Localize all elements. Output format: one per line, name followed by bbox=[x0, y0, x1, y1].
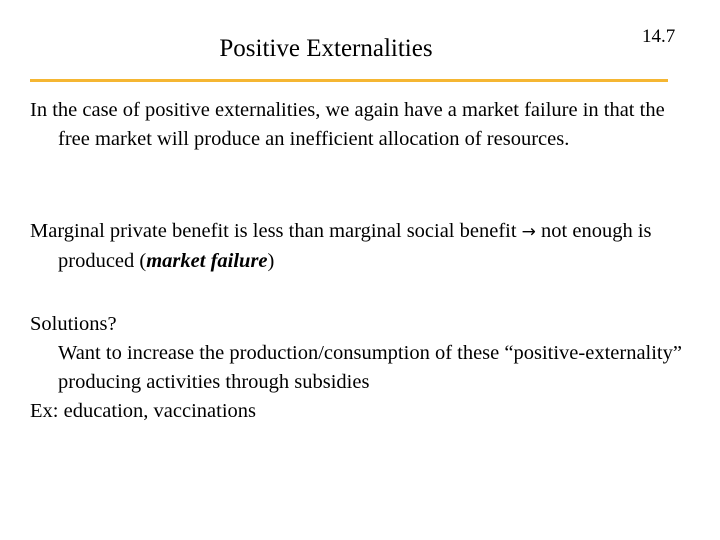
paragraph-2-mid: not enough is produced ( bbox=[58, 220, 652, 272]
paragraph-market-failure bbox=[30, 96, 692, 154]
paragraph-1-text: In the case of positive externalities, we again have a market failure in that the free market will produce an inefficient allocation of resources. bbox=[30, 99, 665, 150]
paragraph-2-tail: ) bbox=[267, 250, 275, 272]
solutions-section bbox=[30, 310, 692, 426]
right-arrow-icon: → bbox=[521, 222, 536, 242]
paragraph-2-text bbox=[30, 217, 692, 276]
slide-title: Positive Externalities bbox=[219, 35, 433, 62]
slide-number: 14.7 bbox=[642, 26, 676, 47]
solutions-heading: Solutions? bbox=[30, 313, 117, 335]
market-failure-emphasis: market failure bbox=[146, 250, 268, 272]
solutions-example: Ex: education, vaccinations bbox=[30, 400, 256, 422]
title-divider bbox=[30, 79, 668, 82]
paragraph-2-lead: Marginal private benefit is less than marginal social benefit bbox=[30, 220, 517, 242]
solutions-body: Want to increase the production/consumption of these “positive-externality” producing activities through subsidies bbox=[58, 342, 682, 393]
paragraph-marginal-benefit bbox=[30, 217, 692, 276]
